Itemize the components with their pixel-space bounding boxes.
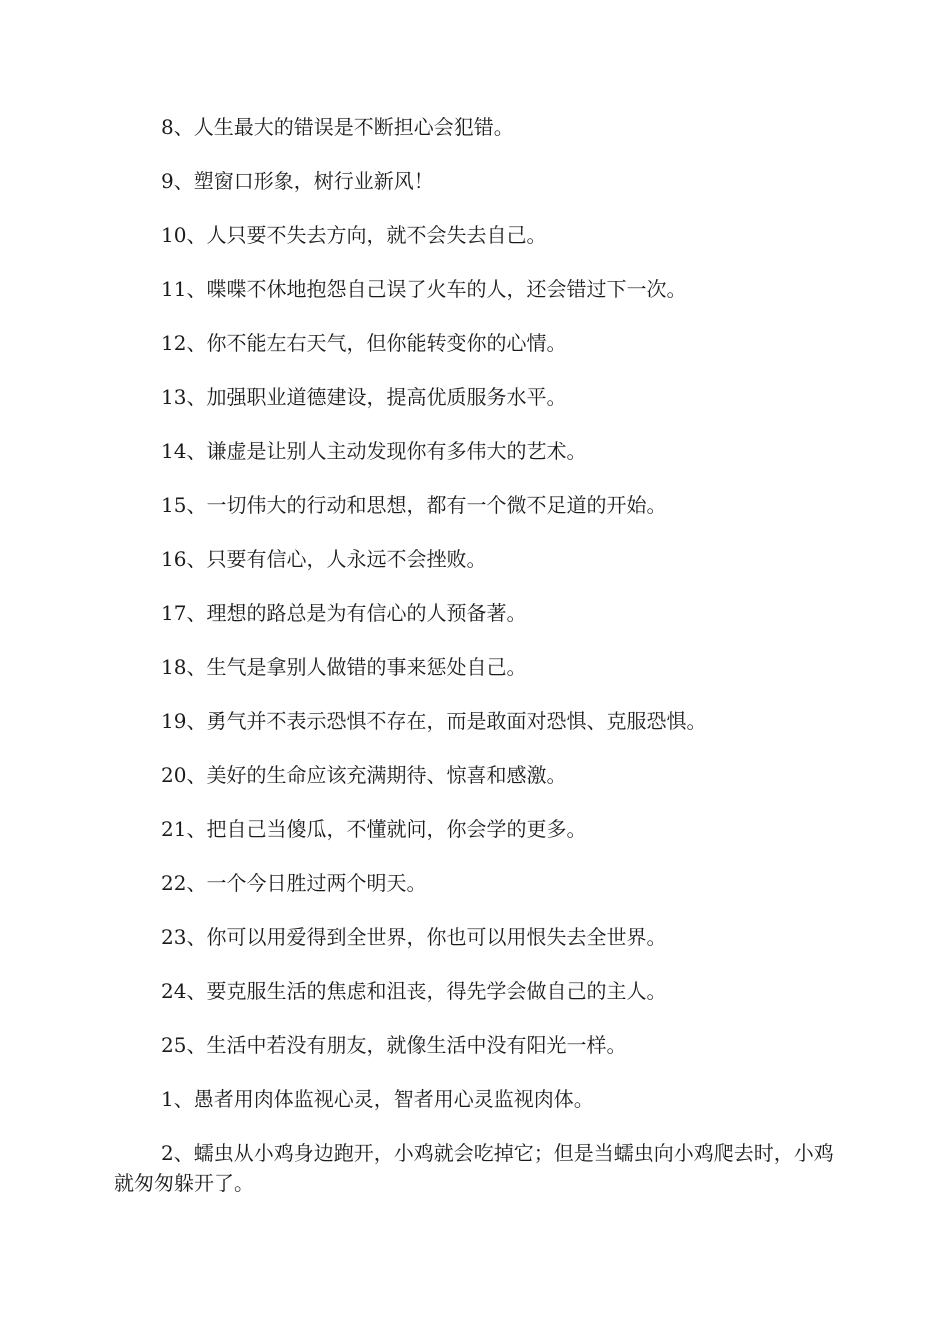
list-item: 16、只要有信心，人永远不会挫败。 — [161, 547, 487, 571]
list-item: 13、加强职业道德建设，提高优质服务水平。 — [161, 385, 567, 409]
list-item: 18、生气是拿别人做错的事来惩处自己。 — [161, 655, 527, 679]
list-item: 14、谦虚是让别人主动发现你有多伟大的艺术。 — [161, 439, 587, 463]
list-item: 19、勇气并不表示恐惧不存在，而是敢面对恐惧、克服恐惧。 — [161, 709, 707, 733]
quote-list — [114, 112, 834, 1222]
list-item: 20、美好的生命应该充满期待、惊喜和感激。 — [161, 763, 567, 787]
list-item: 8、人生最大的错误是不断担心会犯错。 — [161, 115, 514, 139]
list-item: 9、塑窗口形象，树行业新风！ — [161, 169, 434, 193]
list-item: 25、生活中若没有朋友，就像生活中没有阳光一样。 — [161, 1033, 627, 1057]
list-item: 17、理想的路总是为有信心的人预备著。 — [161, 601, 527, 625]
list-item: 11、喋喋不休地抱怨自己误了火车的人，还会错过下一次。 — [161, 277, 687, 301]
list-item: 24、要克服生活的焦虑和沮丧，得先学会做自己的主人。 — [161, 979, 667, 1003]
list-item: 21、把自己当傻瓜，不懂就问，你会学的更多。 — [161, 817, 587, 841]
list-item: 23、你可以用爱得到全世界，你也可以用恨失去全世界。 — [161, 925, 667, 949]
list-item: 2、蠕虫从小鸡身边跑开，小鸡就会吃掉它；但是当蠕虫向小鸡爬去时，小鸡就匆匆躲开了。 — [114, 1141, 834, 1195]
list-item: 1、愚者用肉体监视心灵，智者用心灵监视肉体。 — [161, 1087, 594, 1111]
list-item: 12、你不能左右天气，但你能转变你的心情。 — [161, 331, 567, 355]
list-item: 10、人只要不失去方向，就不会失去自己。 — [161, 223, 547, 247]
list-item: 22、一个今日胜过两个明天。 — [161, 871, 427, 895]
list-item: 15、一切伟大的行动和思想，都有一个微不足道的开始。 — [161, 493, 667, 517]
